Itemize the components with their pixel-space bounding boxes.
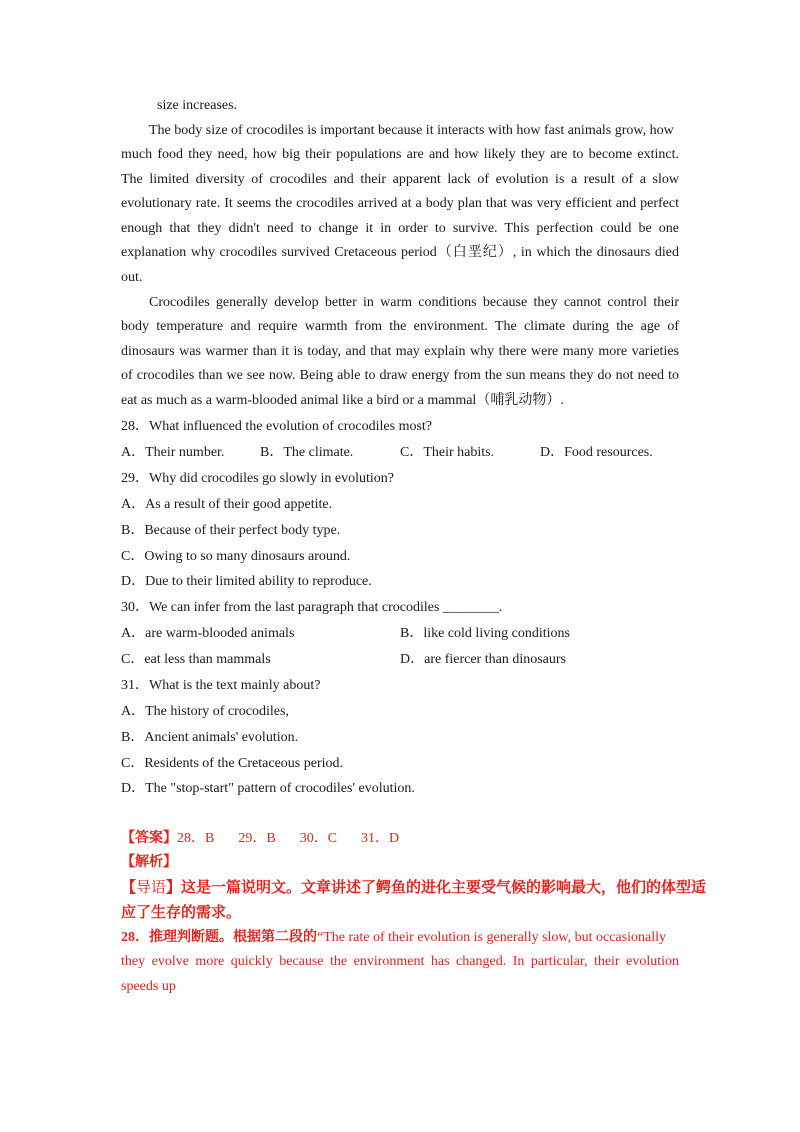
passage-line: The limited diversity of crocodiles and their apparent lack of evolution is a result of a slow bbox=[121, 172, 679, 187]
option-c: C．Owing to so many dinosaurs around. bbox=[121, 549, 351, 564]
passage-line: size increases. bbox=[157, 98, 238, 113]
guide-text: 应了生存的需求。 bbox=[121, 905, 242, 921]
option-c: C．Residents of the Cretaceous period. bbox=[121, 756, 344, 771]
answer-line bbox=[121, 830, 399, 848]
passage-line: of crocodiles than we see now. Being able to draw energy from the sun means they do not need to bbox=[121, 368, 679, 383]
answer-label: 【答案】 bbox=[121, 831, 177, 846]
passage-line: much food they need, how big their populations are and how likely they are to become extinct. bbox=[121, 147, 679, 162]
option-b: B．Ancient animals' evolution. bbox=[121, 730, 299, 745]
option-d: D．Food resources. bbox=[540, 445, 653, 460]
guide-close: 】 bbox=[166, 880, 182, 896]
option-a: A．are warm-blooded animals bbox=[121, 626, 295, 641]
option-b: B．Because of their perfect body type. bbox=[121, 523, 341, 538]
option-d: D．are fiercer than dinosaurs bbox=[400, 652, 566, 667]
option-a: A．As a result of their good appetite. bbox=[121, 497, 333, 512]
passage-line: enough that they didn't need to change it in order to survive. This perfection could be one bbox=[121, 221, 679, 236]
answer-item: 30．C bbox=[299, 831, 338, 846]
option-b: B．like cold living conditions bbox=[400, 626, 570, 641]
analysis-line: they evolve more quickly because the environment has changed. In particular, their evolution bbox=[121, 954, 679, 969]
question-stem: 30．We can infer from the last paragraph that crocodiles ________. bbox=[121, 600, 503, 615]
q28-quote: “The rate of their evolution is generally slow, but occasionally bbox=[317, 930, 666, 945]
answer-item: 29．B bbox=[238, 831, 276, 846]
option-c: C．Their habits. bbox=[400, 445, 495, 460]
passage-line: out. bbox=[121, 270, 143, 285]
analysis-label: 【解析】 bbox=[121, 855, 177, 870]
option-b: B．The climate. bbox=[260, 445, 354, 460]
question-stem: 28．What influenced the evolution of crocodiles most? bbox=[121, 419, 433, 434]
answer-item: 28．B bbox=[177, 831, 215, 846]
passage-line: dinosaurs was warmer than it is today, and that may explain why there were many more varieties bbox=[121, 344, 679, 359]
guide-word: 导语 bbox=[136, 880, 167, 896]
passage-line: evolutionary rate. It seems the crocodiles arrived at a body plan that was very efficient and perfect bbox=[121, 196, 679, 211]
option-a: A．Their number. bbox=[121, 445, 225, 460]
q28-prefix: 28．推理判断题。根据第二段的 bbox=[121, 930, 317, 945]
option-a: A．The history of crocodiles, bbox=[121, 704, 289, 719]
guide-text: 这是一篇说明文。文章讲述了鳄鱼的进化主要受气候的影响最大，他们的体型适 bbox=[181, 880, 707, 896]
analysis-line bbox=[121, 929, 679, 947]
option-c: C．eat less than mammals bbox=[121, 652, 271, 667]
passage-line: eat as much as a warm-blooded animal like a bird or a mammal（哺乳动物）. bbox=[121, 393, 564, 408]
answer-item: 31．D bbox=[361, 831, 400, 846]
option-d: D．The "stop-start" pattern of crocodiles' evolution. bbox=[121, 781, 415, 796]
analysis-line: speeds up bbox=[121, 979, 176, 994]
option-d: D．Due to their limited ability to reproduce. bbox=[121, 574, 372, 589]
passage-line: The body size of crocodiles is important because it interacts with how fast animals grow, how bbox=[149, 123, 674, 138]
question-stem: 29．Why did crocodiles go slowly in evolution? bbox=[121, 471, 394, 486]
passage-line: Crocodiles generally develop better in warm conditions because they cannot control their bbox=[149, 295, 679, 310]
guide-line bbox=[121, 879, 706, 897]
guide-open: 【 bbox=[121, 880, 137, 896]
question-stem: 31．What is the text mainly about? bbox=[121, 678, 321, 693]
passage-line: body temperature and require warmth from the environment. The climate during the age of bbox=[121, 319, 679, 334]
passage-line: explanation why crocodiles survived Cretaceous period（白垩纪）, in which the dinosaurs died bbox=[121, 245, 679, 260]
